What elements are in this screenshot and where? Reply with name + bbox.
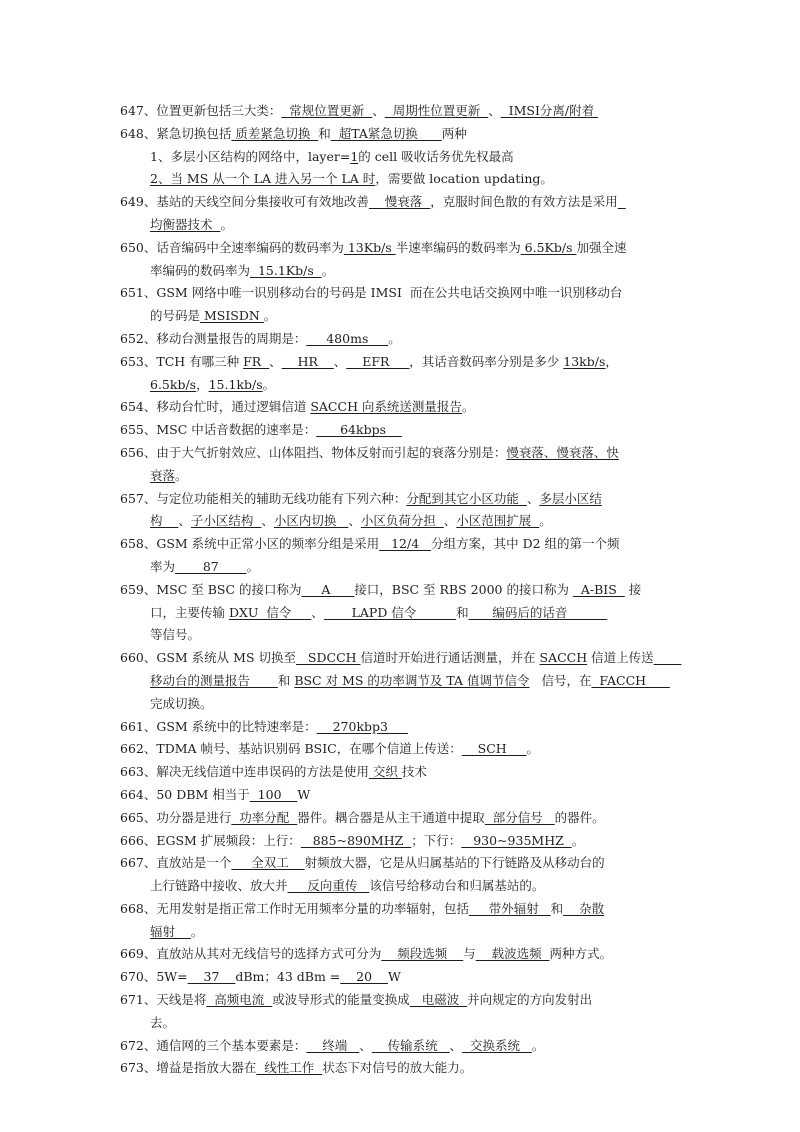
answer-blank: 480ms	[306, 330, 389, 346]
question-text: 状态下对信号的放大能力。	[322, 1060, 473, 1076]
question-text: 661、GSM 系统中的比特速率是：	[120, 718, 317, 734]
question-text: 。	[571, 832, 585, 848]
question-continuation-line	[120, 670, 720, 693]
question-text: 和	[456, 604, 469, 620]
answer-blank: 编码后的话音	[468, 604, 608, 620]
answer-blank: 载波选频	[475, 946, 550, 962]
question-line	[120, 1057, 720, 1080]
question-text: 1、多层小区结构的网络中，layer=	[150, 148, 351, 164]
question-text: 。	[220, 216, 233, 232]
question-text: 与	[463, 946, 476, 962]
question-text: 的器件。	[554, 809, 605, 825]
question-text: 657、与定位功能相关的辅助无线功能有下列六种：	[120, 490, 407, 506]
question-text: 647、位置更新包括三大类：	[120, 103, 282, 118]
answer-blank: 930~935MHZ	[461, 832, 572, 848]
question-continuation-line	[120, 556, 720, 579]
question-text: 671、天线是将	[120, 992, 207, 1008]
question-continuation-line	[120, 465, 720, 488]
question-text: 。	[175, 467, 188, 483]
answer-blank: 常规位置更新	[281, 103, 373, 118]
question-text: ，	[605, 353, 618, 369]
question-line	[120, 807, 720, 830]
question-text: 口，主要传输	[150, 604, 229, 620]
question-text: 信道上传送	[587, 650, 654, 666]
question-text: 。	[388, 330, 401, 346]
question-text: 。	[461, 399, 475, 415]
question-line	[120, 100, 720, 123]
question-continuation-line	[120, 602, 720, 625]
question-text: 。	[246, 558, 260, 574]
answer-blank: 反向重传	[287, 878, 370, 894]
question-continuation-line	[120, 214, 720, 237]
answer-blank: 传输系统	[371, 1037, 450, 1053]
answer-blank: 15.1kb/s	[208, 376, 263, 392]
question-continuation-line	[120, 305, 720, 328]
question-text: 655、MSC 中话音数据的速率是：	[120, 422, 317, 438]
question-text: 。	[190, 923, 204, 939]
answer-blank: A	[301, 581, 355, 597]
question-text: 器件。耦合器是从主干通道中提取	[297, 809, 485, 825]
question-text: 接口，BSC 至 RBS 2000 的接口称为	[354, 581, 573, 597]
answer-blank: HR	[281, 353, 334, 369]
answer-blank: SACCH 向系统送测量报告	[310, 399, 462, 415]
question-text: 648、紧急切换包括	[120, 125, 232, 141]
question-line	[120, 943, 720, 966]
question-line	[120, 396, 720, 419]
answer-blank: FR	[243, 353, 270, 369]
answer-blank: 交换系统	[462, 1037, 532, 1053]
question-text: 651、GSM 网络中唯一识别移动台的号码是 IMSI 而在公共电话交换网中唯一识别移动台	[120, 285, 623, 301]
question-text: ；下行：	[411, 832, 462, 848]
question-line	[120, 784, 720, 807]
question-text: 射频放大器，它是从归属基站的下行链路及从移动台的	[304, 855, 605, 871]
question-text: 662、TDMA 帧号、基站识别码 BSIC，在哪个信道上传送：	[120, 741, 462, 757]
question-text: 658、GSM 系统中正常小区的频率分组是采用	[120, 536, 380, 552]
question-line	[120, 761, 720, 784]
answer-blank: 频段选频	[381, 946, 464, 962]
question-text: 去。	[150, 1014, 176, 1030]
question-text: 664、50 DBM 相当于	[120, 786, 250, 802]
question-text: 半速率编码的数码率为	[395, 239, 521, 255]
answer-blank: 885~890MHZ	[300, 832, 412, 848]
question-continuation-line	[120, 921, 720, 944]
answer-blank: 270kbp3	[316, 718, 408, 734]
question-line	[120, 989, 720, 1012]
question-text: 、	[311, 604, 324, 620]
question-continuation-line	[120, 1012, 720, 1035]
answer-blank: 全双工	[231, 855, 305, 871]
question-text: 、	[372, 103, 385, 118]
question-continuation-line	[120, 510, 720, 533]
question-continuation-line	[120, 374, 720, 397]
answer-blank: 87	[175, 558, 247, 574]
answer-blank: EFR	[346, 353, 410, 369]
question-continuation-line	[120, 260, 720, 283]
question-text: 和	[277, 672, 295, 688]
question-line	[120, 647, 720, 670]
answer-blank: IMSI分离/附着	[500, 103, 599, 118]
answer-blank: 小区范围扩展	[456, 513, 540, 529]
answer-blank: SCH	[461, 741, 527, 757]
answer-blank: 64kbps	[316, 422, 402, 438]
question-text: 等信号。	[150, 627, 201, 643]
answer-blank: 分配到其它小区功能	[406, 490, 527, 506]
question-text: ，需要做 location updating。	[375, 171, 553, 187]
answer-blank: 6.5Kb/s	[520, 239, 577, 255]
question-text: 两种	[441, 125, 467, 141]
answer-blank: 终端	[306, 1037, 360, 1053]
question-text: 653、TCH 有哪三种	[120, 353, 244, 369]
answer-blank: 2、当 MS 从一个 LA 进入另一个 LA 时	[150, 171, 376, 187]
question-text: 、	[348, 513, 361, 529]
answer-blank: LAPD 信令	[323, 604, 457, 620]
answer-blank: 线性工作	[256, 1060, 323, 1076]
question-continuation-line	[120, 168, 720, 191]
answer-blank: 37	[187, 969, 236, 985]
answer-blank: SDCCH	[296, 650, 361, 666]
question-continuation-line	[120, 875, 720, 898]
answer-blank: 辐射	[150, 923, 191, 939]
question-line	[120, 237, 720, 260]
answer-blank: 电磁波	[409, 992, 468, 1008]
answer-blank: 周期性位置更新	[384, 103, 489, 118]
question-text: 669、直放站从其对无线信号的选择方式可分为	[120, 946, 382, 962]
question-text: 652、移动台测量报告的周期是：	[120, 330, 307, 346]
question-text: 、	[178, 513, 191, 529]
answer-blank: 高频电流	[206, 992, 273, 1008]
question-text: dBm；43 dBm =	[235, 969, 341, 985]
question-line	[120, 716, 720, 739]
answer-blank: 12/4	[379, 536, 432, 552]
answer-blank: 带外辐射	[468, 900, 551, 916]
answer-blank	[618, 194, 626, 209]
question-text: 上行链路中接收、放大并	[150, 878, 288, 894]
answer-blank: 13Kb/s	[343, 239, 396, 255]
question-text: 技术	[401, 764, 427, 780]
question-text: ，克服时间色散的有效方法是采用	[430, 194, 618, 210]
question-line	[120, 328, 720, 351]
question-text: 668、无用发射是指正常工作时无用频率分量的功率辐射，包括	[120, 900, 469, 916]
answer-blank: 超TA紧急切换	[330, 125, 442, 141]
answer-blank: 均衡器技术	[150, 216, 221, 232]
question-continuation-line	[120, 693, 720, 716]
question-text: 。	[262, 376, 276, 392]
answer-blank: 6.5kb/s	[150, 376, 197, 392]
question-text: 并向规定的方向发射出	[467, 992, 593, 1008]
question-text: 、	[333, 353, 347, 369]
question-line	[120, 191, 720, 214]
answer-blank: 部分信号	[484, 809, 555, 825]
question-text: 。	[321, 262, 335, 278]
question-line	[120, 351, 720, 374]
question-text: 分组方案，其中 D2 组的第一个频	[431, 536, 620, 552]
question-line	[120, 419, 720, 442]
answer-blank: SACCH	[539, 650, 588, 666]
question-text: W	[387, 969, 401, 985]
question-text: 和	[550, 900, 564, 916]
question-text: 两种方式。	[549, 946, 613, 962]
answer-blank: 1	[350, 148, 359, 164]
question-text: 的 cell 吸收话务优先权最高	[358, 148, 514, 164]
answer-blank: 杂散	[563, 900, 605, 916]
question-text: 。	[531, 1037, 545, 1053]
answer-blank: 功率分配	[231, 809, 298, 825]
answer-blank: DXU 信令	[228, 604, 312, 620]
question-text: 659、MSC 至 BSC 的接口称为	[120, 581, 302, 597]
answer-blank: 质差紧急切换	[231, 125, 319, 141]
question-line	[120, 579, 720, 602]
question-text: 率编码的数码率为	[150, 262, 251, 278]
question-text: 加强全速	[576, 239, 627, 255]
answer-blank: FACCH	[591, 672, 670, 688]
question-line	[120, 488, 720, 511]
answer-blank: MSISDN	[200, 308, 264, 324]
question-text: 650、话音编码中全速率编码的数码率为	[120, 239, 344, 255]
answer-blank: 交织	[368, 764, 402, 780]
question-text: 、	[261, 513, 274, 529]
question-text: 或波导形式的能量变换成	[272, 992, 410, 1008]
question-text: 656、由于大气折射效应、山体阻挡、物体反射而引起的衰落分别是：	[120, 444, 507, 460]
question-text: 670、5W=	[120, 969, 188, 985]
question-line	[120, 738, 720, 761]
answer-blank: A-BIS	[572, 581, 625, 597]
question-text: 666、EGSM 扩展频段：上行：	[120, 832, 301, 848]
question-list	[120, 100, 720, 1080]
question-text: 649、基站的天线空间分集接收可有效地改善	[120, 194, 369, 210]
question-text: 672、通信网的三个基本要素是：	[120, 1037, 307, 1053]
question-text: 。	[526, 741, 540, 757]
answer-blank: 衰落	[150, 467, 176, 483]
question-text: 该信号给移动台和归属基站的。	[369, 878, 545, 894]
question-line	[120, 282, 720, 305]
question-text: 660、GSM 系统从 MS 切换至	[120, 650, 296, 666]
question-text: 、	[449, 1037, 463, 1053]
question-text: 、	[526, 490, 540, 506]
question-text: 完成切换。	[150, 695, 213, 711]
question-text: 665、功分器是进行	[120, 809, 232, 825]
question-line	[120, 533, 720, 556]
answer-blank: BSC 对 MS 的功率调节及 TA 值调节信令	[294, 672, 530, 688]
question-text: 654、移动台忙时，通过逻辑信道	[120, 399, 311, 415]
answer-blank: 慢衰落、慢衰落、快	[506, 444, 619, 460]
question-text: ，	[196, 376, 209, 392]
question-line	[120, 852, 720, 875]
answer-blank: 子小区结构	[190, 513, 262, 529]
answer-blank: 慢衰落	[368, 194, 431, 210]
question-text: 663、解决无线信道中连串误码的方法是使用	[120, 764, 369, 780]
answer-blank: 100	[249, 786, 298, 802]
question-text: W	[297, 786, 311, 802]
question-text: 。	[263, 308, 277, 324]
question-line	[120, 966, 720, 989]
answer-blank: 构	[150, 513, 179, 529]
question-text: 的号码是	[150, 308, 201, 324]
question-line	[120, 898, 720, 921]
question-line	[120, 1035, 720, 1058]
question-line	[120, 123, 720, 146]
question-text: ，其话音数码率分别是多少	[409, 353, 564, 369]
question-text: 接	[624, 581, 642, 597]
answer-blank: 小区负荷分担	[360, 513, 444, 529]
answer-blank: 15.1Kb/s	[250, 262, 322, 278]
question-continuation-line	[120, 146, 720, 169]
question-continuation-line	[120, 624, 720, 647]
answer-blank	[654, 650, 682, 665]
answer-blank: 移动台的测量报告	[150, 672, 278, 688]
question-text: 673、增益是指放大器在	[120, 1060, 257, 1076]
question-line	[120, 830, 720, 853]
question-text: 、	[359, 1037, 372, 1053]
question-text: 、	[443, 513, 457, 529]
question-text: 和	[318, 125, 331, 141]
question-text: 、	[488, 103, 501, 118]
question-text: 。	[539, 513, 552, 529]
answer-blank: 小区内切换	[273, 513, 349, 529]
answer-blank: 20	[340, 969, 388, 985]
question-text: 、	[269, 353, 282, 369]
answer-blank: 13kb/s	[563, 353, 606, 369]
question-text: 信号，在	[529, 672, 592, 688]
question-line	[120, 442, 720, 465]
question-text: 667、直放站是一个	[120, 855, 232, 871]
question-text: 信道时开始进行通话测量，并在	[360, 650, 540, 666]
answer-blank: 多层小区结	[539, 490, 602, 506]
question-text: 率为	[150, 558, 176, 574]
